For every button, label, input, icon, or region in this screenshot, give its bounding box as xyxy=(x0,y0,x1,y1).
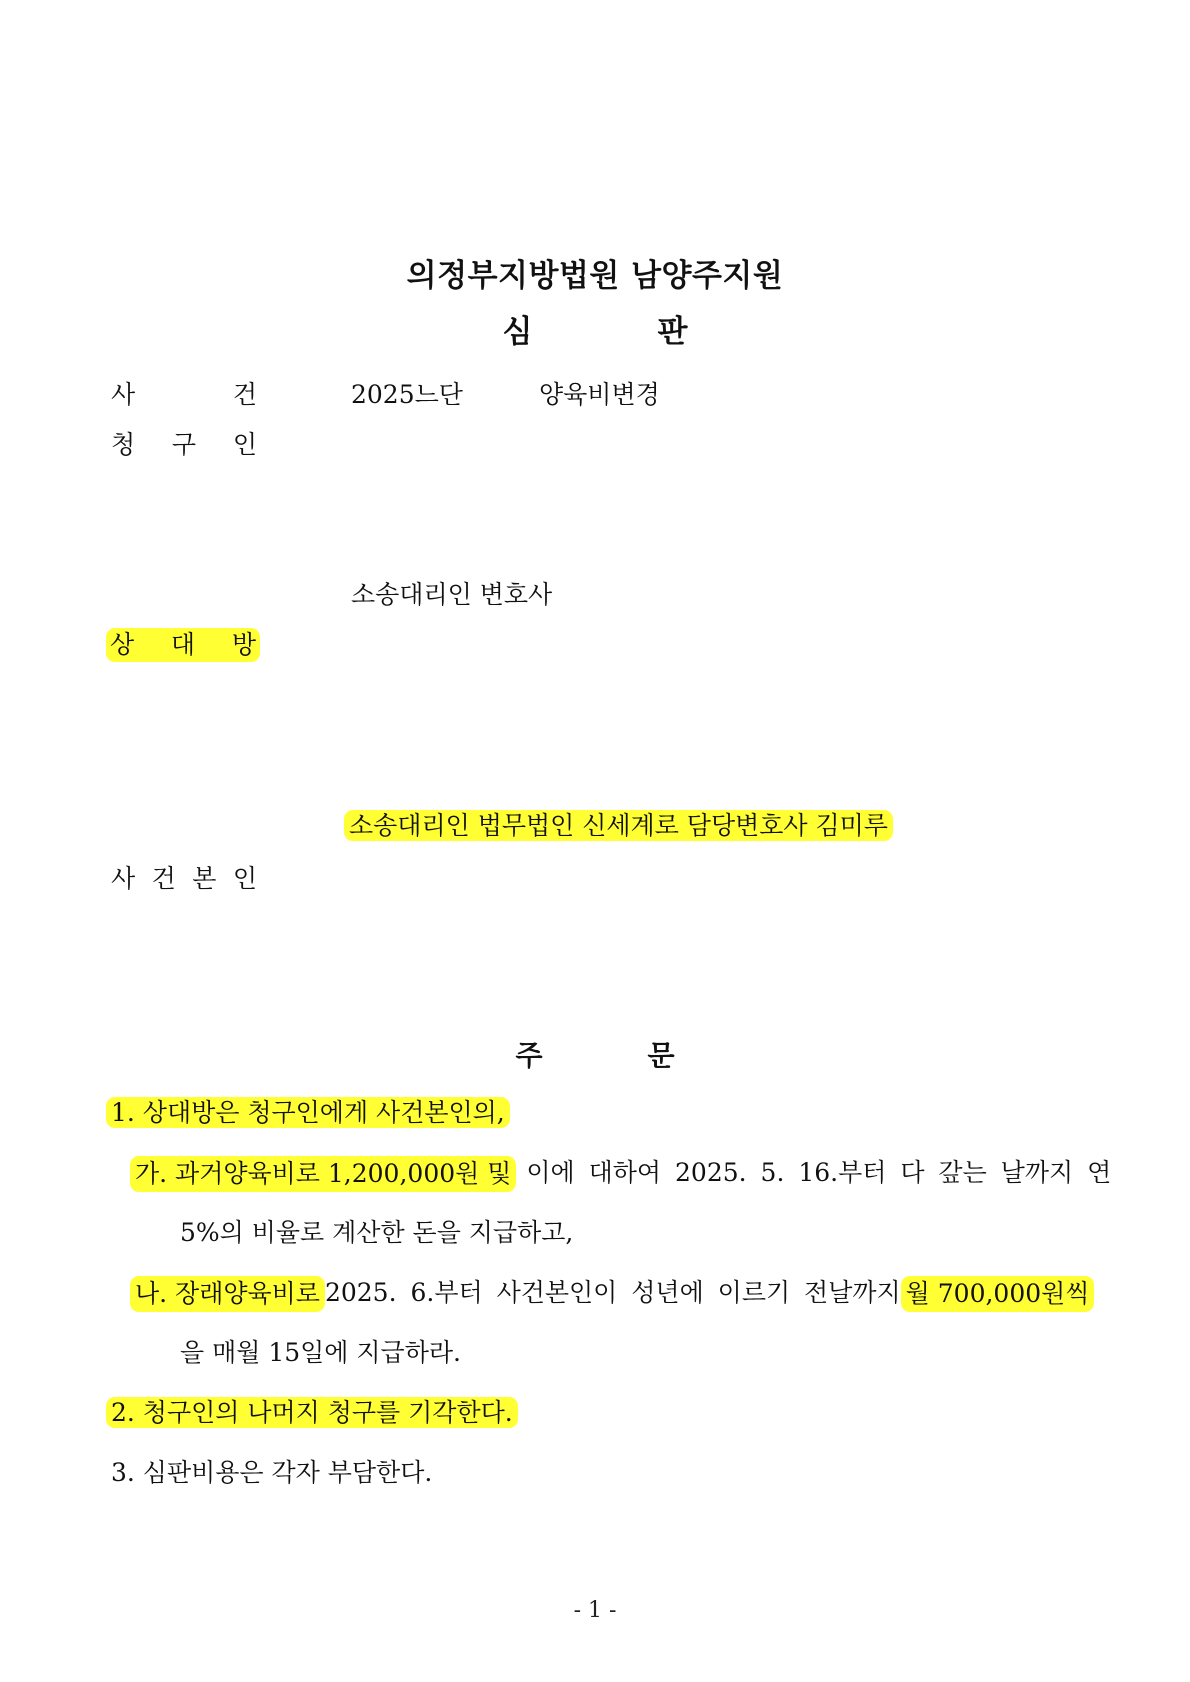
title-char-2: 판 xyxy=(657,314,688,350)
page-number: - 1 - xyxy=(573,1598,617,1623)
principal-label: 사 건 본 인 xyxy=(111,864,257,893)
case-label: 사 건 xyxy=(111,380,257,409)
document-title xyxy=(0,306,1190,351)
order-item-2: 2. 청구인의 나머지 청구를 기각한다. xyxy=(106,1396,518,1430)
claimant-label: 청 구 인 xyxy=(111,430,257,459)
title-char-1: 심 xyxy=(502,314,533,350)
order-item-1-na: 나. 장래양육비로 2025. 6.부터 사건본인이 성년에 이르기 전날까지 월 700,000원씩 xyxy=(130,1276,1085,1312)
claimant-agent: 소송대리인 변호사 xyxy=(351,580,553,609)
order-title: 주 문 xyxy=(515,1039,675,1072)
respondent-label: 상 대 방 xyxy=(106,628,260,662)
case-number: 2025느단 xyxy=(351,380,463,409)
order-item-3: 3. 심판비용은 각자 부담한다. xyxy=(111,1458,433,1487)
respondent-agent: 소송대리인 법무법인 신세계로 담당변호사 김미루 xyxy=(344,809,893,843)
order-item-1-na-cont: 을 매월 15일에 지급하라. xyxy=(180,1338,461,1367)
case-name: 양육비변경 xyxy=(539,380,660,409)
order-item-1-ga: 가. 과거양육비로 1,200,000원 및 이에 대하여 2025. 5. 16.부터 다 갚는 날까지 연 xyxy=(130,1156,1080,1192)
order-item-1: 1. 상대방은 청구인에게 사건본인의, xyxy=(106,1096,510,1130)
court-name: 의정부지방법원 남양주지원 xyxy=(406,258,784,294)
order-item-1-ga-cont: 5%의 비율로 계산한 돈을 지급하고, xyxy=(180,1218,574,1247)
